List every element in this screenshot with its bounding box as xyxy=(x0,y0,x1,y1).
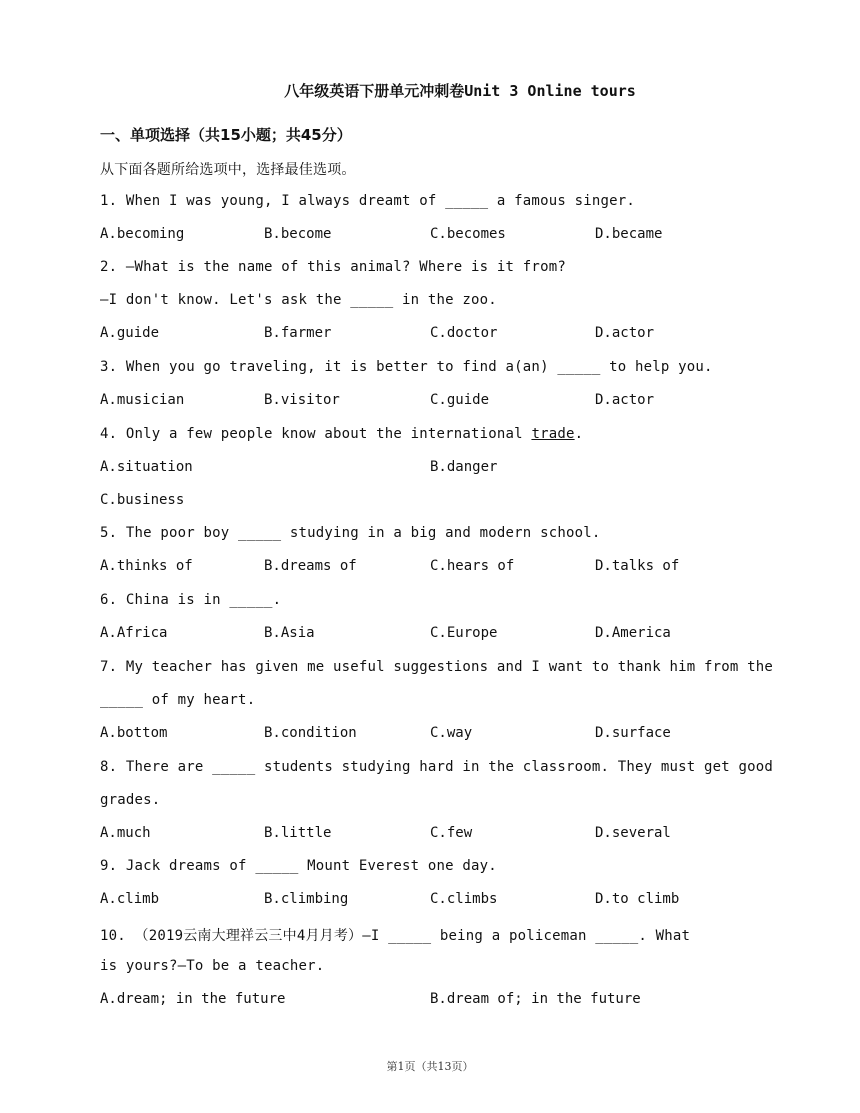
q8-option-d: D.several xyxy=(595,825,671,841)
q2-option-b: B.farmer xyxy=(264,325,332,341)
q6-option-b: B.Asia xyxy=(264,625,315,641)
q4-text-after: . xyxy=(574,426,584,442)
q5-option-b: B.dreams of xyxy=(264,558,357,574)
question-8-text: 8. There are _____ students studying hard in the classroom. They must get good xyxy=(100,759,774,775)
question-7-text: 7. My teacher has given me useful suggestions and I want to thank him from the xyxy=(100,659,774,675)
section-heading: 一、单项选择（共15小题；共45分） xyxy=(100,126,352,144)
q9-option-a: A.climb xyxy=(100,891,160,907)
question-10-text: 10. （2019云南大理祥云三中4月月考）—I _____ being a policeman _____. What xyxy=(100,928,691,944)
question-8-text-line2: grades. xyxy=(100,792,161,808)
question-7-text-line2: _____ of my heart. xyxy=(100,692,256,708)
q2-option-c: C.doctor xyxy=(430,325,498,341)
q1-option-a: A.becoming xyxy=(100,226,185,242)
question-6-text: 6. China is in _____. xyxy=(100,592,282,608)
q3-option-c: C.guide xyxy=(430,392,490,408)
q3-option-a: A.musician xyxy=(100,392,185,408)
question-4-text xyxy=(100,426,583,442)
question-9-text: 9. Jack dreams of _____ Mount Everest one day. xyxy=(100,858,497,874)
q7-option-c: C.way xyxy=(430,725,473,741)
q6-option-d: D.America xyxy=(595,625,671,641)
q4-text-before: 4. Only a few people know about the international xyxy=(100,426,532,442)
q7-option-d: D.surface xyxy=(595,725,671,741)
q8-option-c: C.few xyxy=(430,825,473,841)
q4-option-b: B.danger xyxy=(430,459,498,475)
question-2-text-line2: —I don't know. Let's ask the _____ in the zoo. xyxy=(100,292,497,308)
q4-underlined-word: trade xyxy=(531,426,575,442)
q9-option-c: C.climbs xyxy=(430,891,498,907)
q2-option-d: D.actor xyxy=(595,325,655,341)
question-3-text: 3. When you go traveling, it is better to find a(an) _____ to help you. xyxy=(100,359,713,375)
page-footer: 第1页（共13页） xyxy=(386,1060,474,1073)
question-2-text: 2. —What is the name of this animal? Where is it from? xyxy=(100,259,566,275)
q6-option-a: A.Africa xyxy=(100,625,168,641)
q9-option-b: B.climbing xyxy=(264,891,349,907)
q7-option-a: A.bottom xyxy=(100,725,168,741)
q6-option-c: C.Europe xyxy=(430,625,498,641)
q10-option-b: B.dream of; in the future xyxy=(430,991,641,1007)
q4-option-a: A.situation xyxy=(100,459,193,475)
q3-option-b: B.visitor xyxy=(264,392,340,408)
q1-option-d: D.became xyxy=(595,226,663,242)
q9-option-d: D.to climb xyxy=(595,891,680,907)
q8-option-a: A.much xyxy=(100,825,151,841)
instruction-text: 从下面各题所给选项中，选择最佳选项。 xyxy=(100,162,356,178)
q1-option-b: B.become xyxy=(264,226,332,242)
question-1-text: 1. When I was young, I always dreamt of _____ a famous singer. xyxy=(100,193,635,209)
q5-option-c: C.hears of xyxy=(430,558,515,574)
q5-option-d: D.talks of xyxy=(595,558,680,574)
page-title: 八年级英语下册单元冲刺卷Unit 3 Online tours xyxy=(284,82,636,100)
q4-option-c: C.business xyxy=(100,492,185,508)
q2-option-a: A.guide xyxy=(100,325,160,341)
q3-option-d: D.actor xyxy=(595,392,655,408)
q1-option-c: C.becomes xyxy=(430,226,506,242)
q8-option-b: B.little xyxy=(264,825,332,841)
q10-option-a: A.dream; in the future xyxy=(100,991,286,1007)
question-10-text-line2: is yours?—To be a teacher. xyxy=(100,958,325,974)
question-5-text: 5. The poor boy _____ studying in a big and modern school. xyxy=(100,525,601,541)
q7-option-b: B.condition xyxy=(264,725,357,741)
q5-option-a: A.thinks of xyxy=(100,558,193,574)
